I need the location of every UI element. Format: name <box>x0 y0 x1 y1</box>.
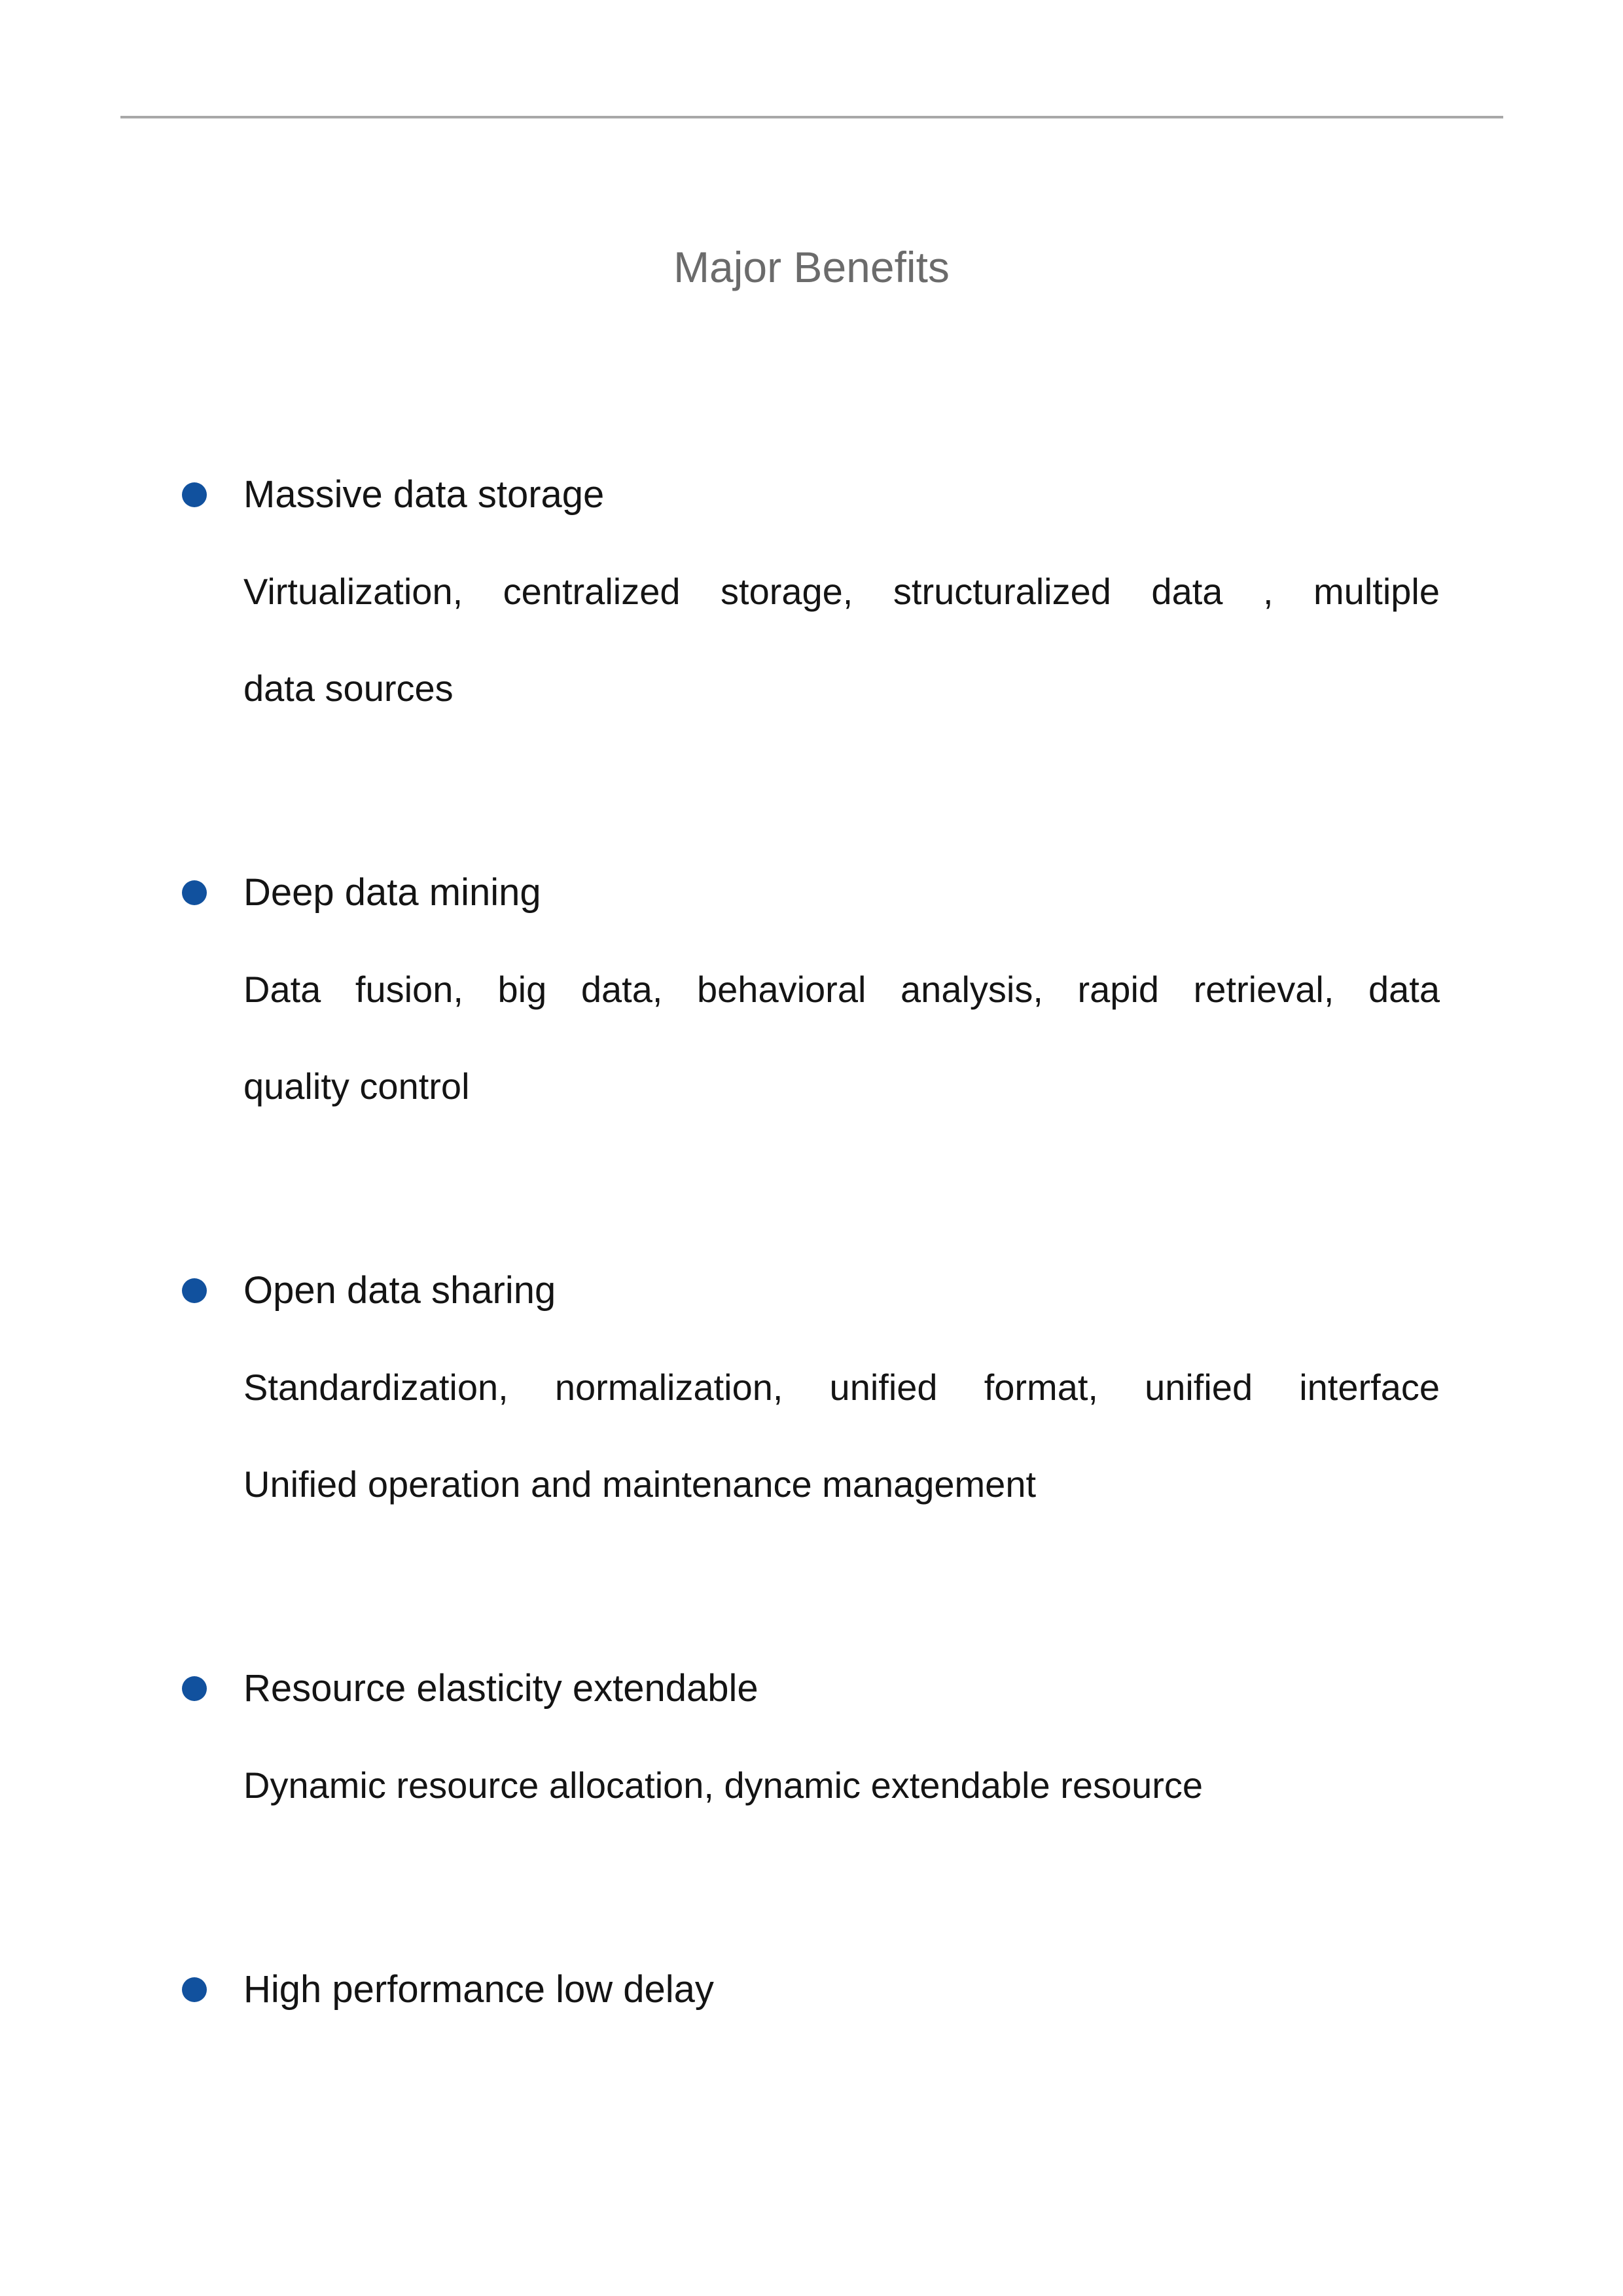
benefit-item <box>243 1640 1440 1834</box>
benefit-detail-line: Standardization, normalization, unified format, unified interface <box>243 1367 1440 1408</box>
bullet-icon <box>182 1977 207 2002</box>
benefit-heading: Open data sharing <box>243 1269 556 1312</box>
benefit-item <box>243 844 1440 1135</box>
benefit-detail-line: data sources <box>243 668 454 709</box>
bullet-icon <box>182 880 207 905</box>
benefit-detail-line: Data fusion, big data, behavioral analysis, rapid retrieval, data <box>243 969 1440 1010</box>
bullet-icon <box>182 482 207 507</box>
benefit-heading: Massive data storage <box>243 473 605 516</box>
benefit-heading: Deep data mining <box>243 871 541 914</box>
benefit-item <box>243 446 1440 737</box>
bullet-icon <box>182 1676 207 1701</box>
bullet-icon <box>182 1278 207 1303</box>
benefit-item <box>243 1242 1440 1533</box>
benefit-heading: High performance low delay <box>243 1968 714 2011</box>
page-title: Major Benefits <box>673 243 950 291</box>
benefit-detail-line: quality control <box>243 1066 470 1107</box>
benefits-list <box>243 446 1440 2038</box>
benefit-heading: Resource elasticity extendable <box>243 1667 758 1710</box>
benefit-item <box>243 1941 1440 2038</box>
benefit-detail-line: Dynamic resource allocation, dynamic extendable resource <box>243 1765 1204 1806</box>
benefit-detail-line: Unified operation and maintenance management <box>243 1463 1037 1505</box>
header-divider-line <box>120 116 1503 118</box>
benefit-detail-line: Virtualization, centralized storage, structuralized data , multiple <box>243 571 1440 612</box>
